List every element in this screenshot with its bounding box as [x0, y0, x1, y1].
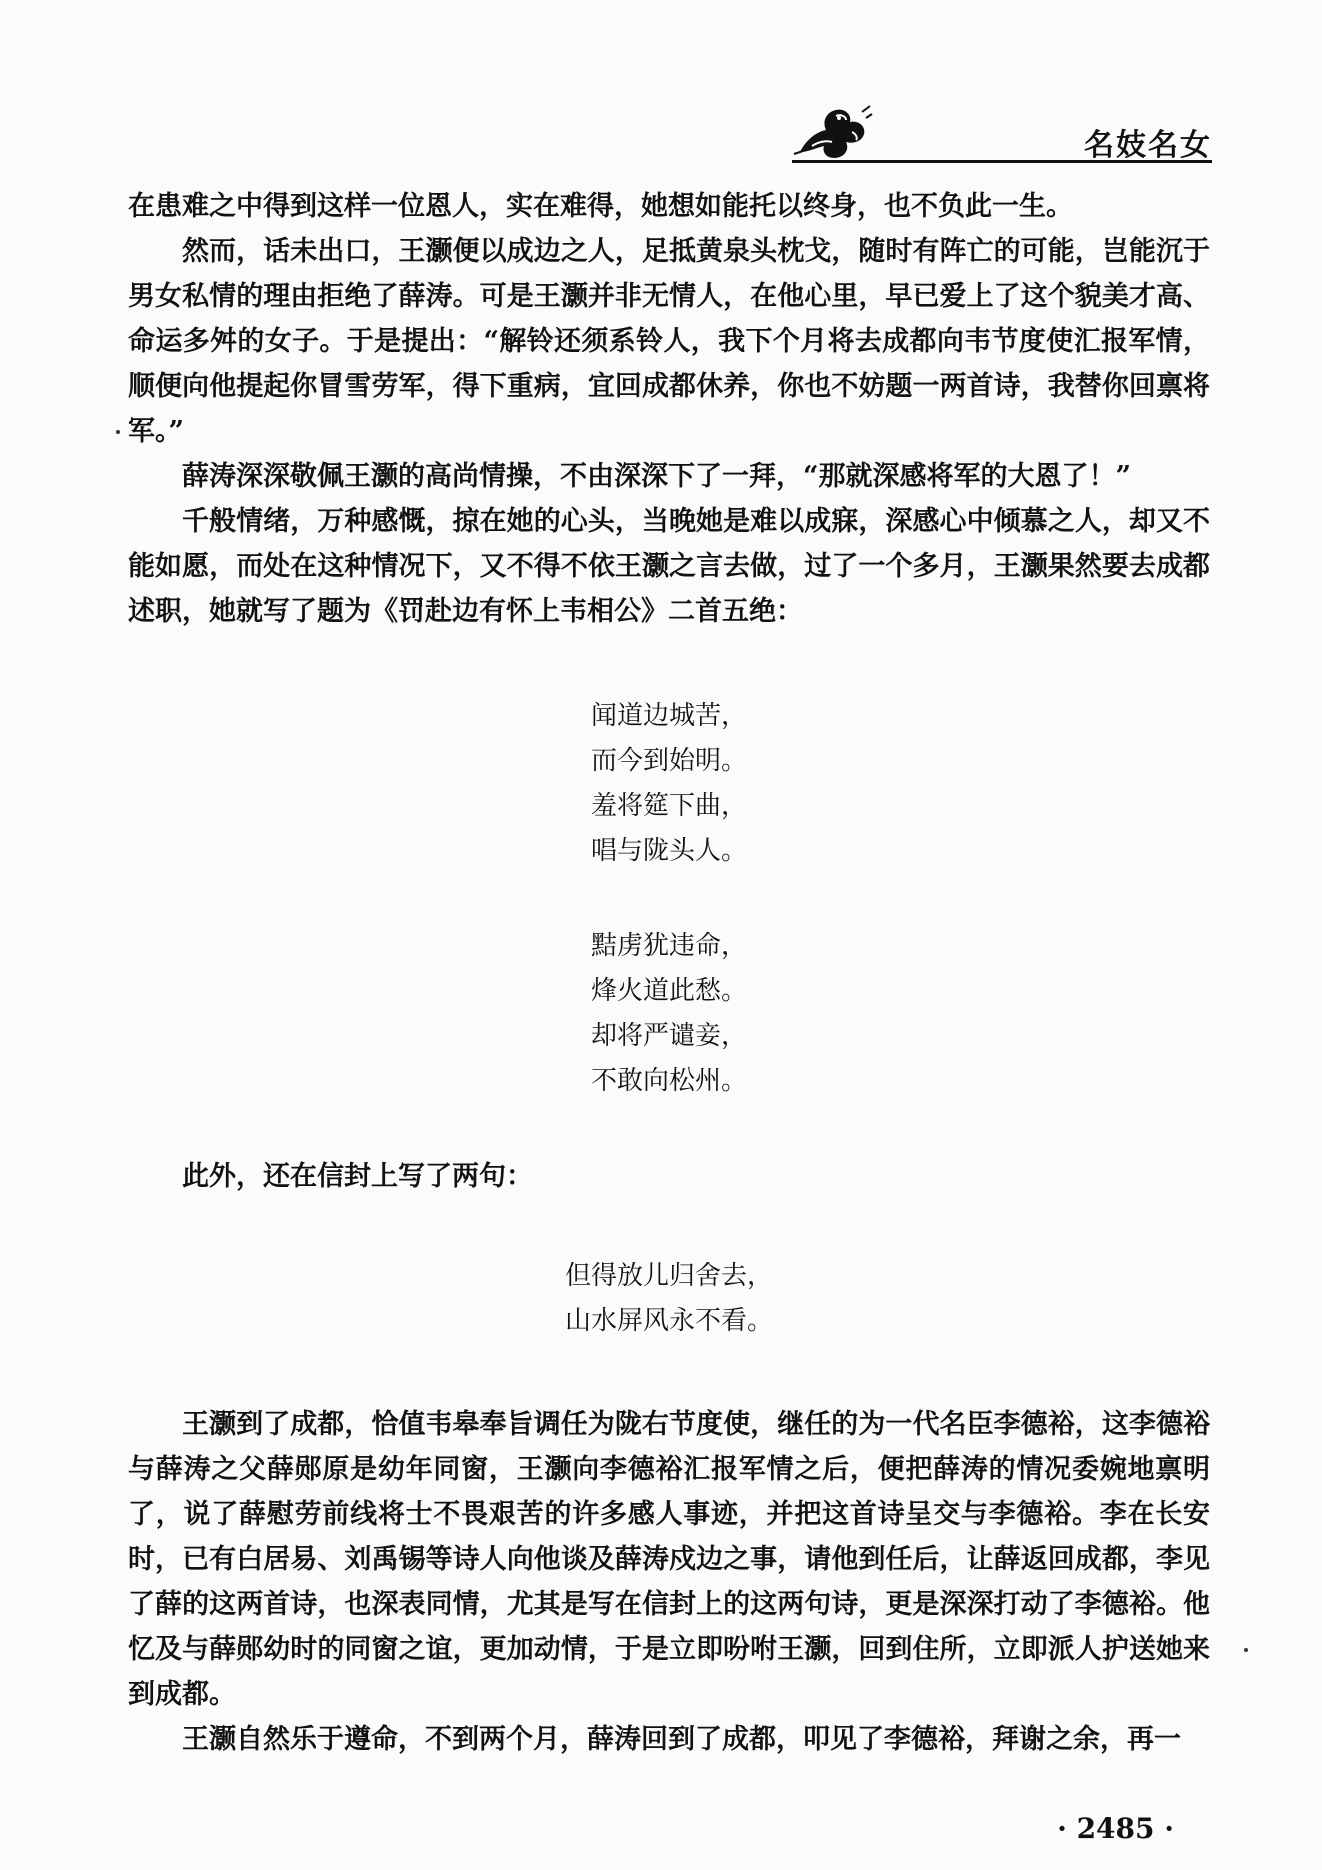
poem-line: 闻道边城苦，	[590, 701, 747, 731]
paragraph: 在患难之中得到这样一位恩人，实在难得，她想如能托以终身，也不负此一生。	[128, 191, 1073, 222]
poem-line: 不敢向松州。	[590, 1066, 747, 1096]
paragraph: 薛涛深深敬佩王灏的高尚情操，不由深深下了一拜，“那就深感将军的大恩了！”	[182, 461, 1132, 492]
poem-one	[128, 694, 1210, 874]
page-number: · 2485 ·	[1057, 1812, 1174, 1845]
poem-line: 黠虏犹违命，	[590, 931, 747, 961]
poem-line: 山水屏风永不看。	[564, 1306, 773, 1336]
scan-speck	[1244, 1648, 1248, 1652]
poem-line: 烽火道此愁。	[590, 976, 747, 1006]
paragraph: 千般情绪，万种感慨，掠在她的心头，当晚她是难以成寐，深感心中倾慕之人，却又不能如愿，而处在这种情况下，又不得不依王灏之言去做，过了一个多月，王灏果然要去成都述职，她就写了题为《罚赴边有怀上韦相公》二首五绝：	[128, 506, 1210, 627]
poem-two	[128, 924, 1210, 1104]
section-title: 名妓名女	[1084, 128, 1212, 163]
envelope-couplet	[128, 1254, 1210, 1344]
scan-speck	[116, 430, 120, 434]
couplet-intro: 此外，还在信封上写了两句：	[182, 1161, 533, 1192]
dragon-emblem-icon	[792, 102, 874, 164]
paragraph: 王灏自然乐于遵命，不到两个月，薛涛回到了成都，叩见了李德裕，拜谢之余，再一	[182, 1724, 1181, 1755]
poem-line: 羞将筵下曲，	[590, 791, 747, 821]
paragraph: 王灏到了成都，恰值韦皋奉旨调任为陇右节度使，继任的为一代名臣李德裕，这李德裕与薛涛之父薛郧原是幼年同窗，王灏向李德裕汇报军情之后，便把薛涛的情况委婉地禀明了，说了薛慰劳前线将士不畏艰苦的许多感人事迹，并把这首诗呈交与李德裕。李在长安时，已有白居易、刘禹锡等诗人向他谈及薛涛戍边之事，请他到任后，让薛返回成都，李见了薛的这两首诗，也深表同情，尤其是写在信封上的这两句诗，更是深深打动了李德裕。他忆及与薛郧幼时的同窗之谊，更加动情，于是立即吩咐王灏，回到住所，立即派人护送她来到成都。	[128, 1409, 1210, 1710]
poem-line: 却将严谴妾，	[590, 1021, 747, 1051]
poem-line: 唱与陇头人。	[590, 836, 747, 866]
paragraph: 然而，话未出口，王灏便以成边之人，足抵黄泉头枕戈，随时有阵亡的可能，岂能沉于男女私情的理由拒绝了薛涛。可是王灏并非无情人，在他心里，早已爱上了这个貌美才高、命运多舛的女子。于是提出：“解铃还须系铃人，我下个月将去成都向韦节度使汇报军情，顺便向他提起你冒雪劳军，得下重病，宜回成都休养，你也不妨题一两首诗，我替你回禀将军。”	[128, 236, 1210, 447]
poem-line: 而今到始明。	[590, 746, 747, 776]
poem-line: 但得放儿归舍去，	[564, 1261, 773, 1291]
body-text	[128, 184, 1210, 1762]
